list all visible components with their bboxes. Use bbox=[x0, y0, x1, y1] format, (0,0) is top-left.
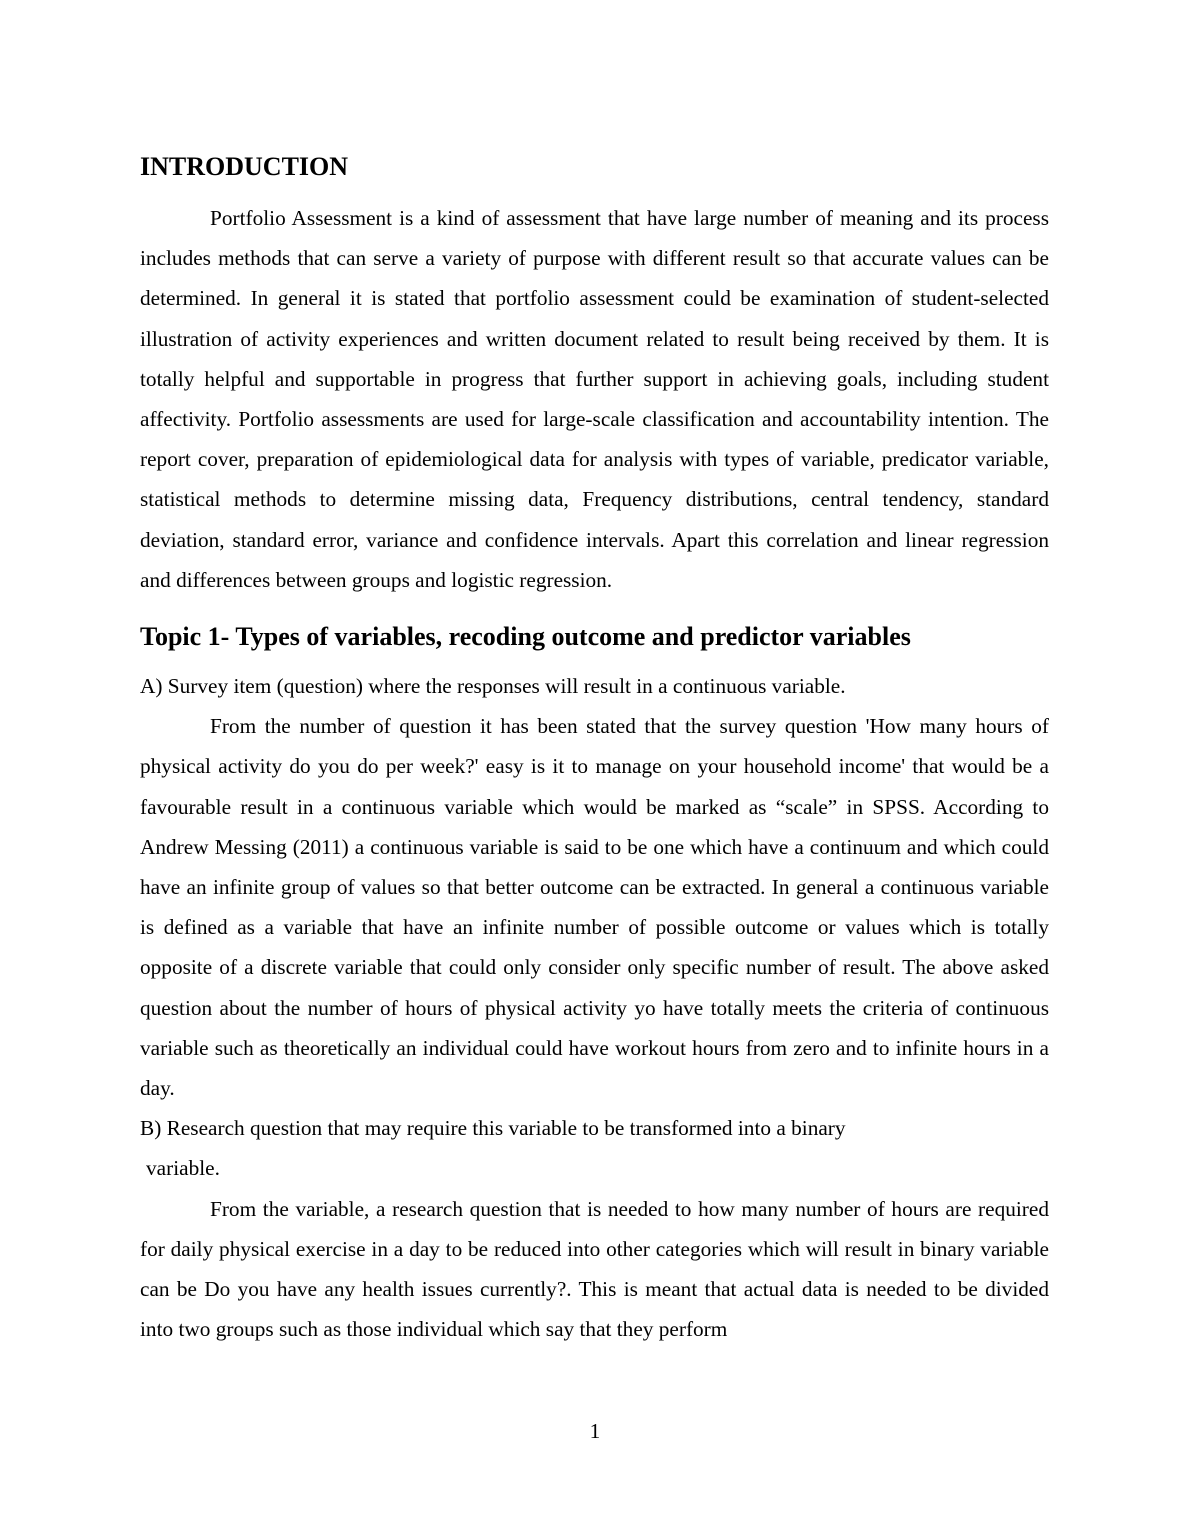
introduction-paragraph: Portfolio Assessment is a kind of assessment that have large number of meaning and its process includes methods that can serve a variety of purpose with different result so that accurate values can be determined. In general it is stated that portfolio assessment could be examination of student-selected illustration of activity experiences and written document related to result being received by them. It is totally helpful and supportable in progress that further support in achieving goals, including student affectivity. Portfolio assessments are used for large-scale classification and accountability intention. The report cover, preparation of epidemiological data for analysis with types of variable, predicator variable, statistical methods to determine missing data, Frequency distributions, central tendency, standard deviation, standard error, variance and confidence intervals. Apart this correlation and linear regression and differences between groups and logistic regression. bbox=[140, 206, 1049, 592]
introduction-heading: INTRODUCTION bbox=[140, 152, 349, 181]
item-a-question: A) Survey item (question) where the responses will result in a continuous variable. bbox=[140, 674, 846, 699]
topic-1-heading: Topic 1- Types of variables, recoding outcome and predictor variables bbox=[140, 622, 911, 652]
item-b-question: B) Research question that may require this variable to be transformed into a binary bbox=[140, 1116, 846, 1141]
page-content bbox=[140, 148, 1049, 1349]
page-number: 1 bbox=[589, 1419, 601, 1443]
item-a-paragraph: From the number of question it has been stated that the survey question 'How many hours of physical activity do you do per week?' easy is it to manage on your household income' that would be a favourable result in a continuous variable which would be marked as “scale” in SPSS. According to Andrew Messing (2011) a continuous variable is said to be one which have a continuum and which could have an infinite group of values so that better outcome can be extracted. In general a continuous variable is defined as a variable that have an infinite number of possible outcome or values which is totally opposite of a discrete variable that could only consider only specific number of result. The above asked question about the number of hours of physical activity yo have totally meets the criteria of continuous variable such as theoretically an individual could have workout hours from zero and to infinite hours in a day. bbox=[140, 714, 1049, 1101]
item-b-paragraph: From the variable, a research question that is needed to how many number of hours are required for daily physical exercise in a day to be reduced into other categories which will result in binary variable can be Do you have any health issues currently?. This is meant that actual data is needed to be divided into two groups such as those individual which say that they perform bbox=[140, 1196, 1049, 1342]
item-b-question-continued: variable. bbox=[146, 1156, 220, 1181]
